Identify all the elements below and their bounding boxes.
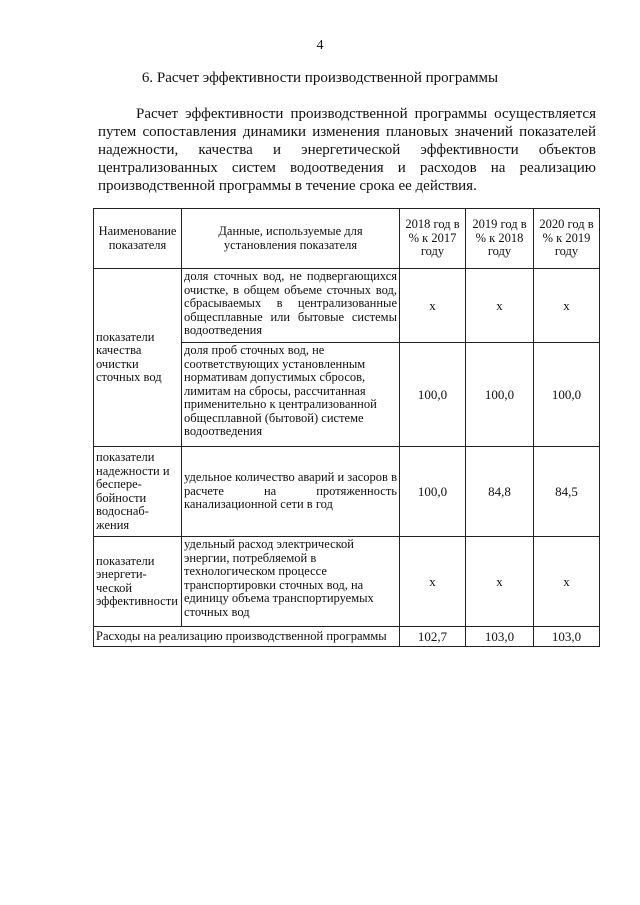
table-row: [94, 537, 600, 627]
group-name-reliability: показатели надежности и беспере-бойности водоснаб-жения: [94, 447, 182, 537]
data-description: удельный расход электрической энергии, потребляемой в технологическом процессе транспортировки сточных вод, на единицу объема транспортируемых сточных вод: [182, 537, 400, 627]
efficiency-table: [93, 208, 600, 647]
value-2019: х: [466, 269, 534, 343]
value-2019: 84,8: [466, 447, 534, 537]
header-data: Данные, используемые для установления показателя: [182, 209, 400, 269]
value-2020: х: [534, 269, 600, 343]
data-description: удельное количество аварий и засоров в расчете на протяженность канализационной сети в год: [182, 447, 400, 537]
value-2019: х: [466, 537, 534, 627]
table-row: [94, 269, 600, 343]
header-2018: 2018 год в % к 2017 году: [400, 209, 466, 269]
value-2020: х: [534, 537, 600, 627]
total-2019: 103,0: [466, 627, 534, 647]
header-indicator: Наименование показателя: [94, 209, 182, 269]
table-header-row: [94, 209, 600, 269]
group-name-energy: показатели энергети-ческой эффективности: [94, 537, 182, 627]
total-2018: 102,7: [400, 627, 466, 647]
header-2020: 2020 год в % к 2019 году: [534, 209, 600, 269]
intro-paragraph: Расчет эффективности производственной программы осуществляется путем сопоставления динамики изменения плановых значений показателей надежности, качества и энергетической эффективности объектов централизованных систем водоотведения и расходов на реализацию производственной программы в течение срока ее действия.: [98, 106, 596, 194]
header-2019: 2019 год в % к 2018 году: [466, 209, 534, 269]
value-2019: 100,0: [466, 343, 534, 447]
value-2020: 84,5: [534, 447, 600, 537]
value-2018: х: [400, 269, 466, 343]
total-2020: 103,0: [534, 627, 600, 647]
table-row: [94, 447, 600, 537]
data-description: доля сточных вод, не подвергающихся очистке, в общем объеме сточных вод, сбрасываемых в централизованные общесплавные или бытовые системы водоотведения: [182, 269, 400, 343]
section-title: 6. Расчет эффективности производственной программы: [141, 70, 499, 86]
data-description: доля проб сточных вод, не соответствующих установленным нормативам допустимых сбросов, лимитам на сбросы, рассчитанная применительно к централизованной общесплавной (бытовой) системе водоотведения: [182, 343, 400, 447]
value-2018: х: [400, 537, 466, 627]
table-total-row: [94, 627, 600, 647]
page-number: 4: [316, 38, 324, 53]
total-label: Расходы на реализацию производственной программы: [94, 627, 400, 647]
value-2018: 100,0: [400, 447, 466, 537]
value-2018: 100,0: [400, 343, 466, 447]
value-2020: 100,0: [534, 343, 600, 447]
group-name-quality: показатели качества очистки сточных вод: [94, 269, 182, 447]
